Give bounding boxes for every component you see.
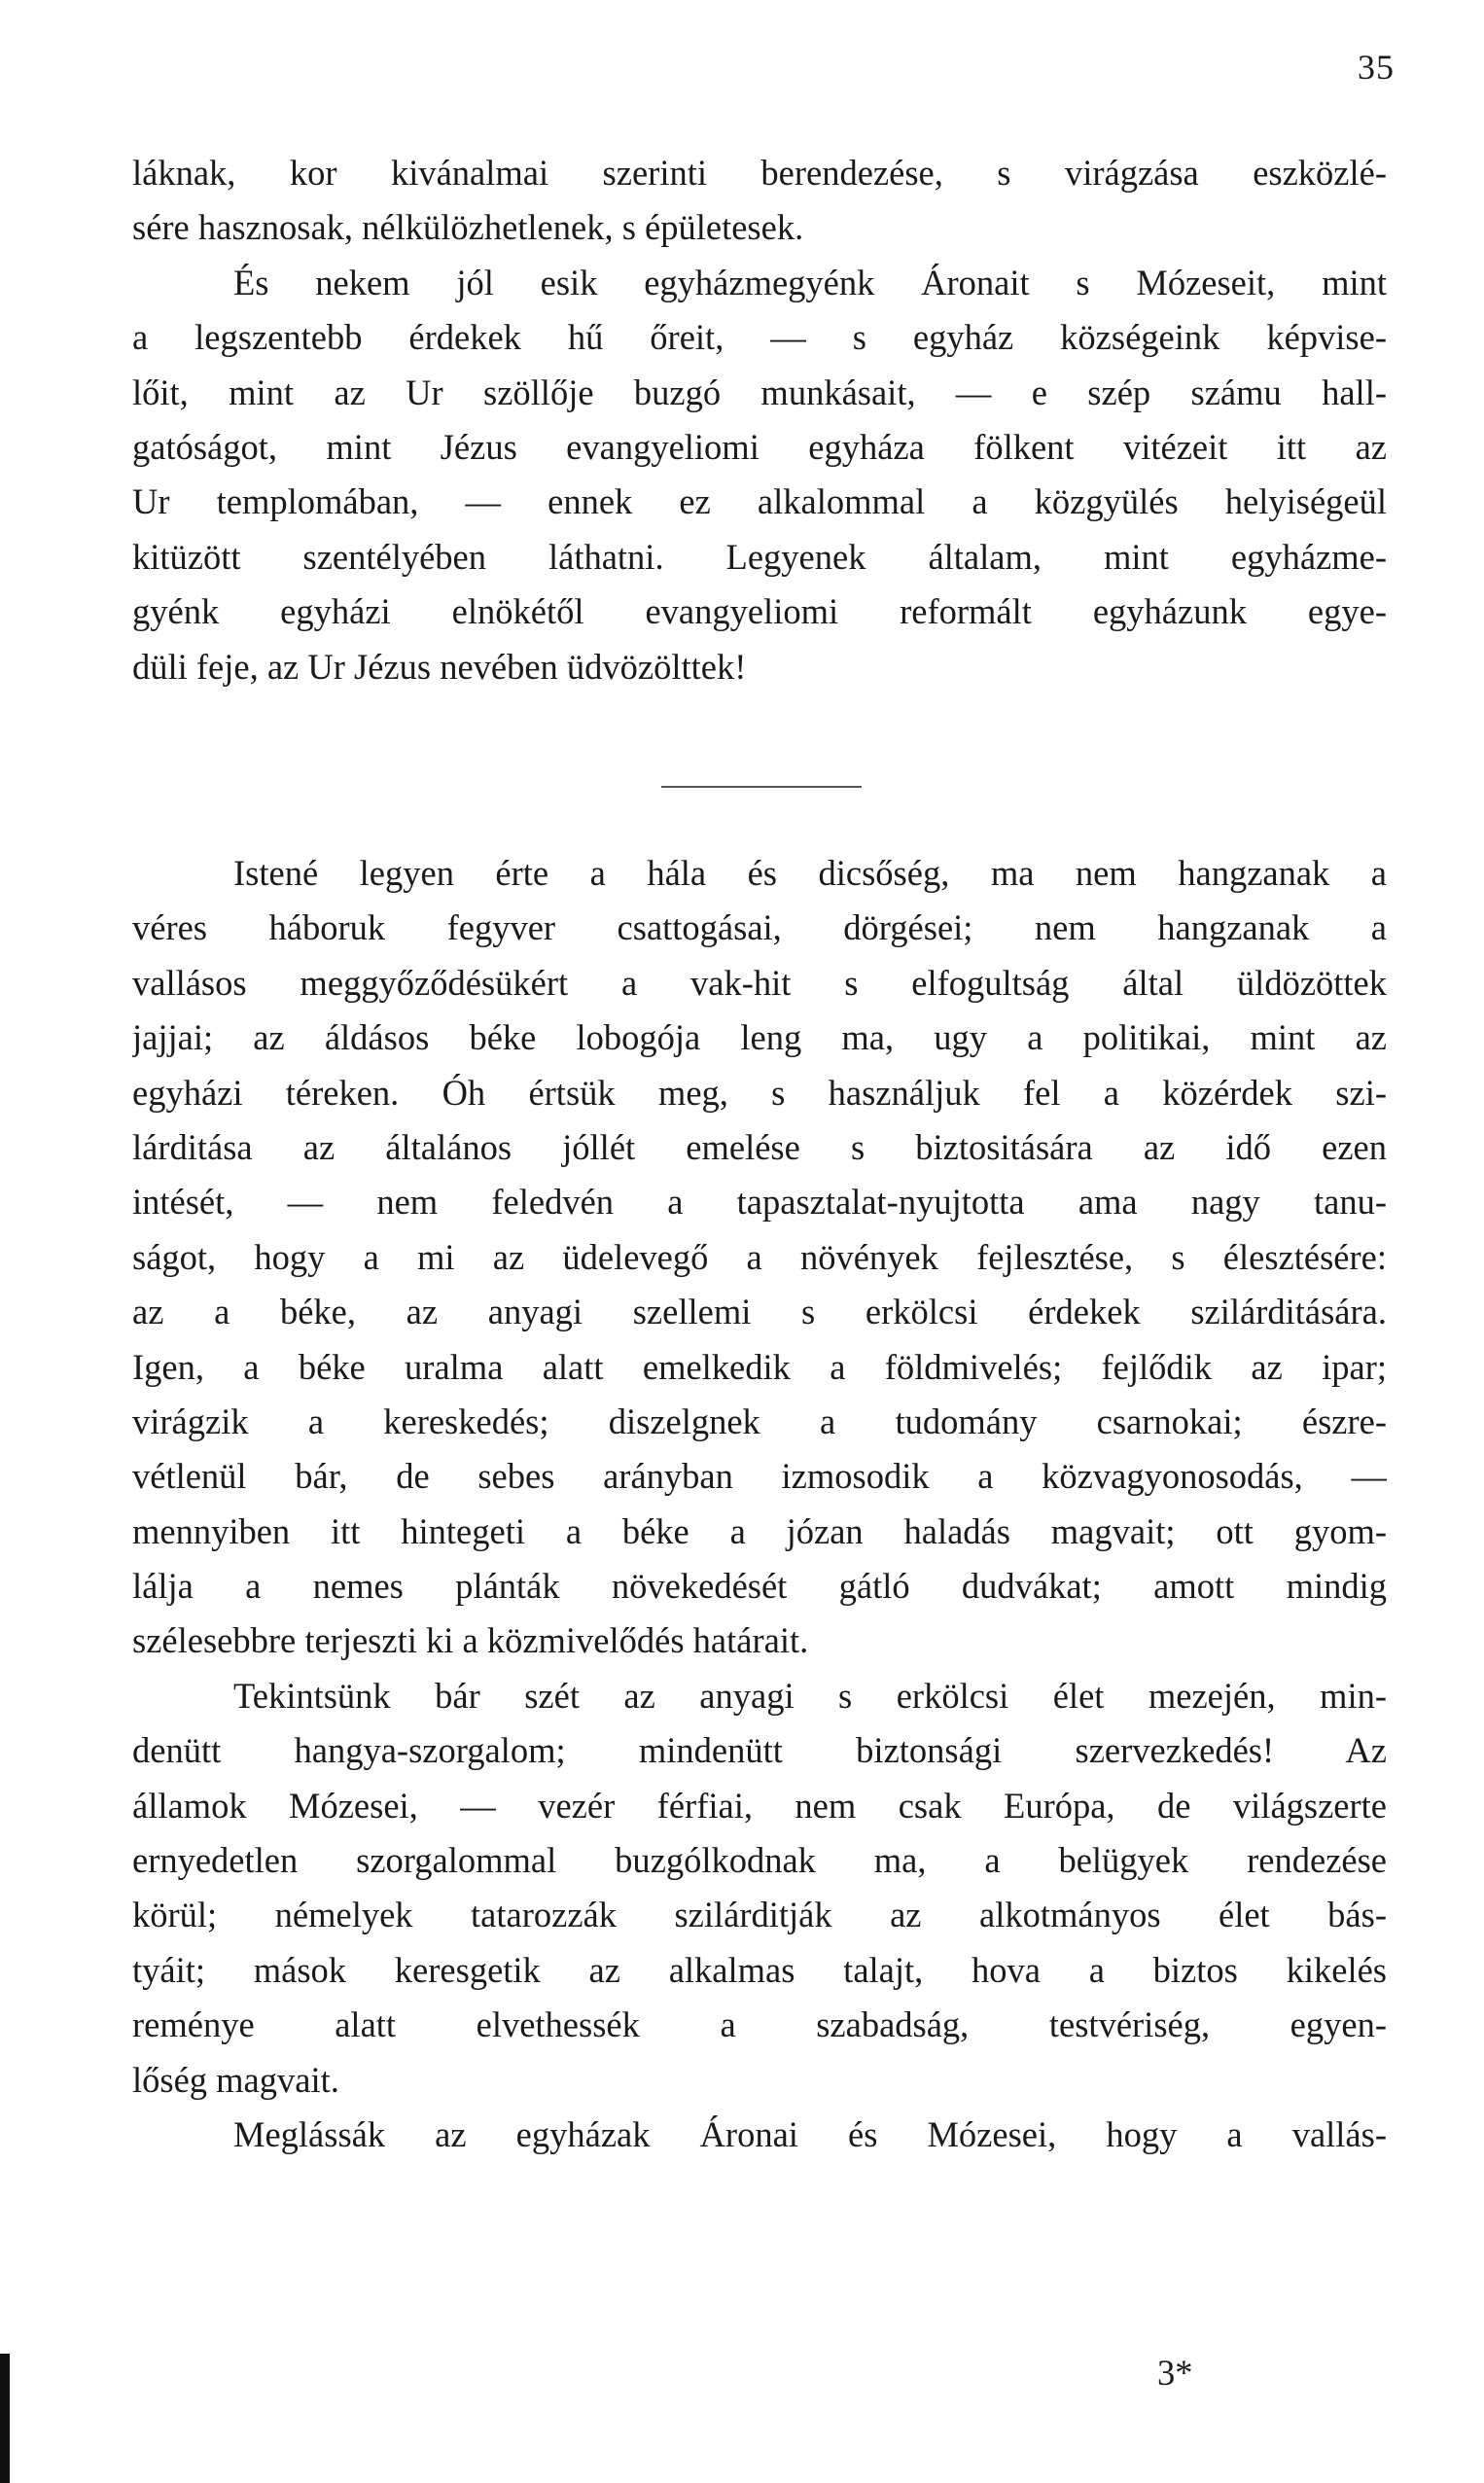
text-line: intését, — nem feledvén a tapasztalat-nyujtotta ama nagy tanu- xyxy=(132,1182,1387,1223)
text-line: a legszentebb érdekek hű őreit, — s egyház községeink képvise- xyxy=(132,317,1387,358)
text-line: sére hasznosak, nélkülözhetlenek, s épületesek. xyxy=(132,207,804,248)
scan-edge-mark xyxy=(0,2354,10,2483)
text-line: mennyiben itt hintegeti a béke a józan haladás magvait; ott gyom- xyxy=(132,1510,1387,1551)
text-line: véres háboruk fegyver csattogásai, dörgései; nem hangzanak a xyxy=(132,907,1387,948)
text-line: vétlenül bár, de sebes arányban izmosodik a közvagyonosodás, — xyxy=(132,1456,1387,1497)
text-section-2 xyxy=(132,846,1387,2162)
text-line: Igen, a béke uralma alatt emelkedik a földmivelés; fejlődik az ipar; xyxy=(132,1346,1387,1387)
text-line: És nekem jól esik egyházmegyénk Áronait s Mózeseit, mint xyxy=(233,262,1387,302)
text-line: az a béke, az anyagi szellemi s erkölcsi érdekek szilárditására. xyxy=(132,1292,1387,1332)
text-line: jajjai; az áldásos béke lobogója leng ma, ugy a politikai, mint az xyxy=(132,1017,1387,1058)
text-line: ságot, hogy a mi az üdelevegő a növények fejlesztése, s élesztésére: xyxy=(132,1236,1387,1277)
text-line: lálja a nemes plánták növekedését gátló dudvákat; amott mindig xyxy=(132,1566,1387,1607)
text-line: körül; némelyek tatarozzák szilárditják az alkotmányos élet bás- xyxy=(132,1895,1387,1935)
text-section-1 xyxy=(132,146,1387,694)
text-line: egyházi téreken. Óh értsük meg, s használjuk fel a közérdek szi- xyxy=(132,1072,1387,1113)
text-line: lőit, mint az Ur szöllője buzgó munkásait, — e szép számu hall- xyxy=(132,372,1387,412)
text-line: kitüzött szentélyében láthatni. Legyenek általam, mint egyházme- xyxy=(132,536,1387,577)
text-line: lőség magvait. xyxy=(132,2059,339,2100)
text-line: Ur templomában, — ennek ez alkalommal a közgyülés helyiségeül xyxy=(132,481,1387,522)
text-line: lárditása az általános jóllét emelése s biztositására az idő ezen xyxy=(132,1126,1387,1167)
text-line: szélesebbre terjeszti ki a közmivelődés határait. xyxy=(132,1620,809,1661)
text-line: gatóságot, mint Jézus evangyeliomi egyháza fölkent vitézeit itt az xyxy=(132,426,1387,467)
text-line: Tekintsünk bár szét az anyagi s erkölcsi élet mezején, min- xyxy=(233,1675,1387,1716)
text-line: tyáit; mások keresgetik az alkalmas talajt, hova a biztos kikelés xyxy=(132,1949,1387,1990)
text-line: láknak, kor kivánalmai szerinti berendezése, s virágzása eszközlé- xyxy=(132,153,1387,193)
section-separator xyxy=(661,786,862,788)
text-line: vallásos meggyőződésükért a vak-hit s elfogultság által üldözöttek xyxy=(132,962,1387,1003)
page-number: 35 xyxy=(1358,48,1395,87)
page-signature: 3* xyxy=(1157,2353,1193,2393)
text-line: Meglássák az egyházak Áronai és Mózesei, hogy a vallás- xyxy=(233,2113,1387,2154)
text-line: ernyedetlen szorgalommal buzgólkodnak ma, a belügyek rendezése xyxy=(132,1840,1387,1881)
text-line: virágzik a kereskedés; diszelgnek a tudomány csarnokai; észre- xyxy=(132,1401,1387,1441)
text-line: gyénk egyházi elnökétől evangyeliomi reformált egyházunk egye- xyxy=(132,591,1387,632)
text-line: düli feje, az Ur Jézus nevében üdvözölttek! xyxy=(132,646,747,687)
text-line: denütt hangya-szorgalom; mindenütt biztonsági szervezkedés! Az xyxy=(132,1730,1387,1771)
text-line: államok Mózesei, — vezér férfiai, nem csak Európa, de világszerte xyxy=(132,1785,1387,1826)
text-line: Istené legyen érte a hála és dicsőség, ma nem hangzanak a xyxy=(233,853,1387,893)
text-line: reménye alatt elvethessék a szabadság, testvériség, egyen- xyxy=(132,2004,1387,2045)
